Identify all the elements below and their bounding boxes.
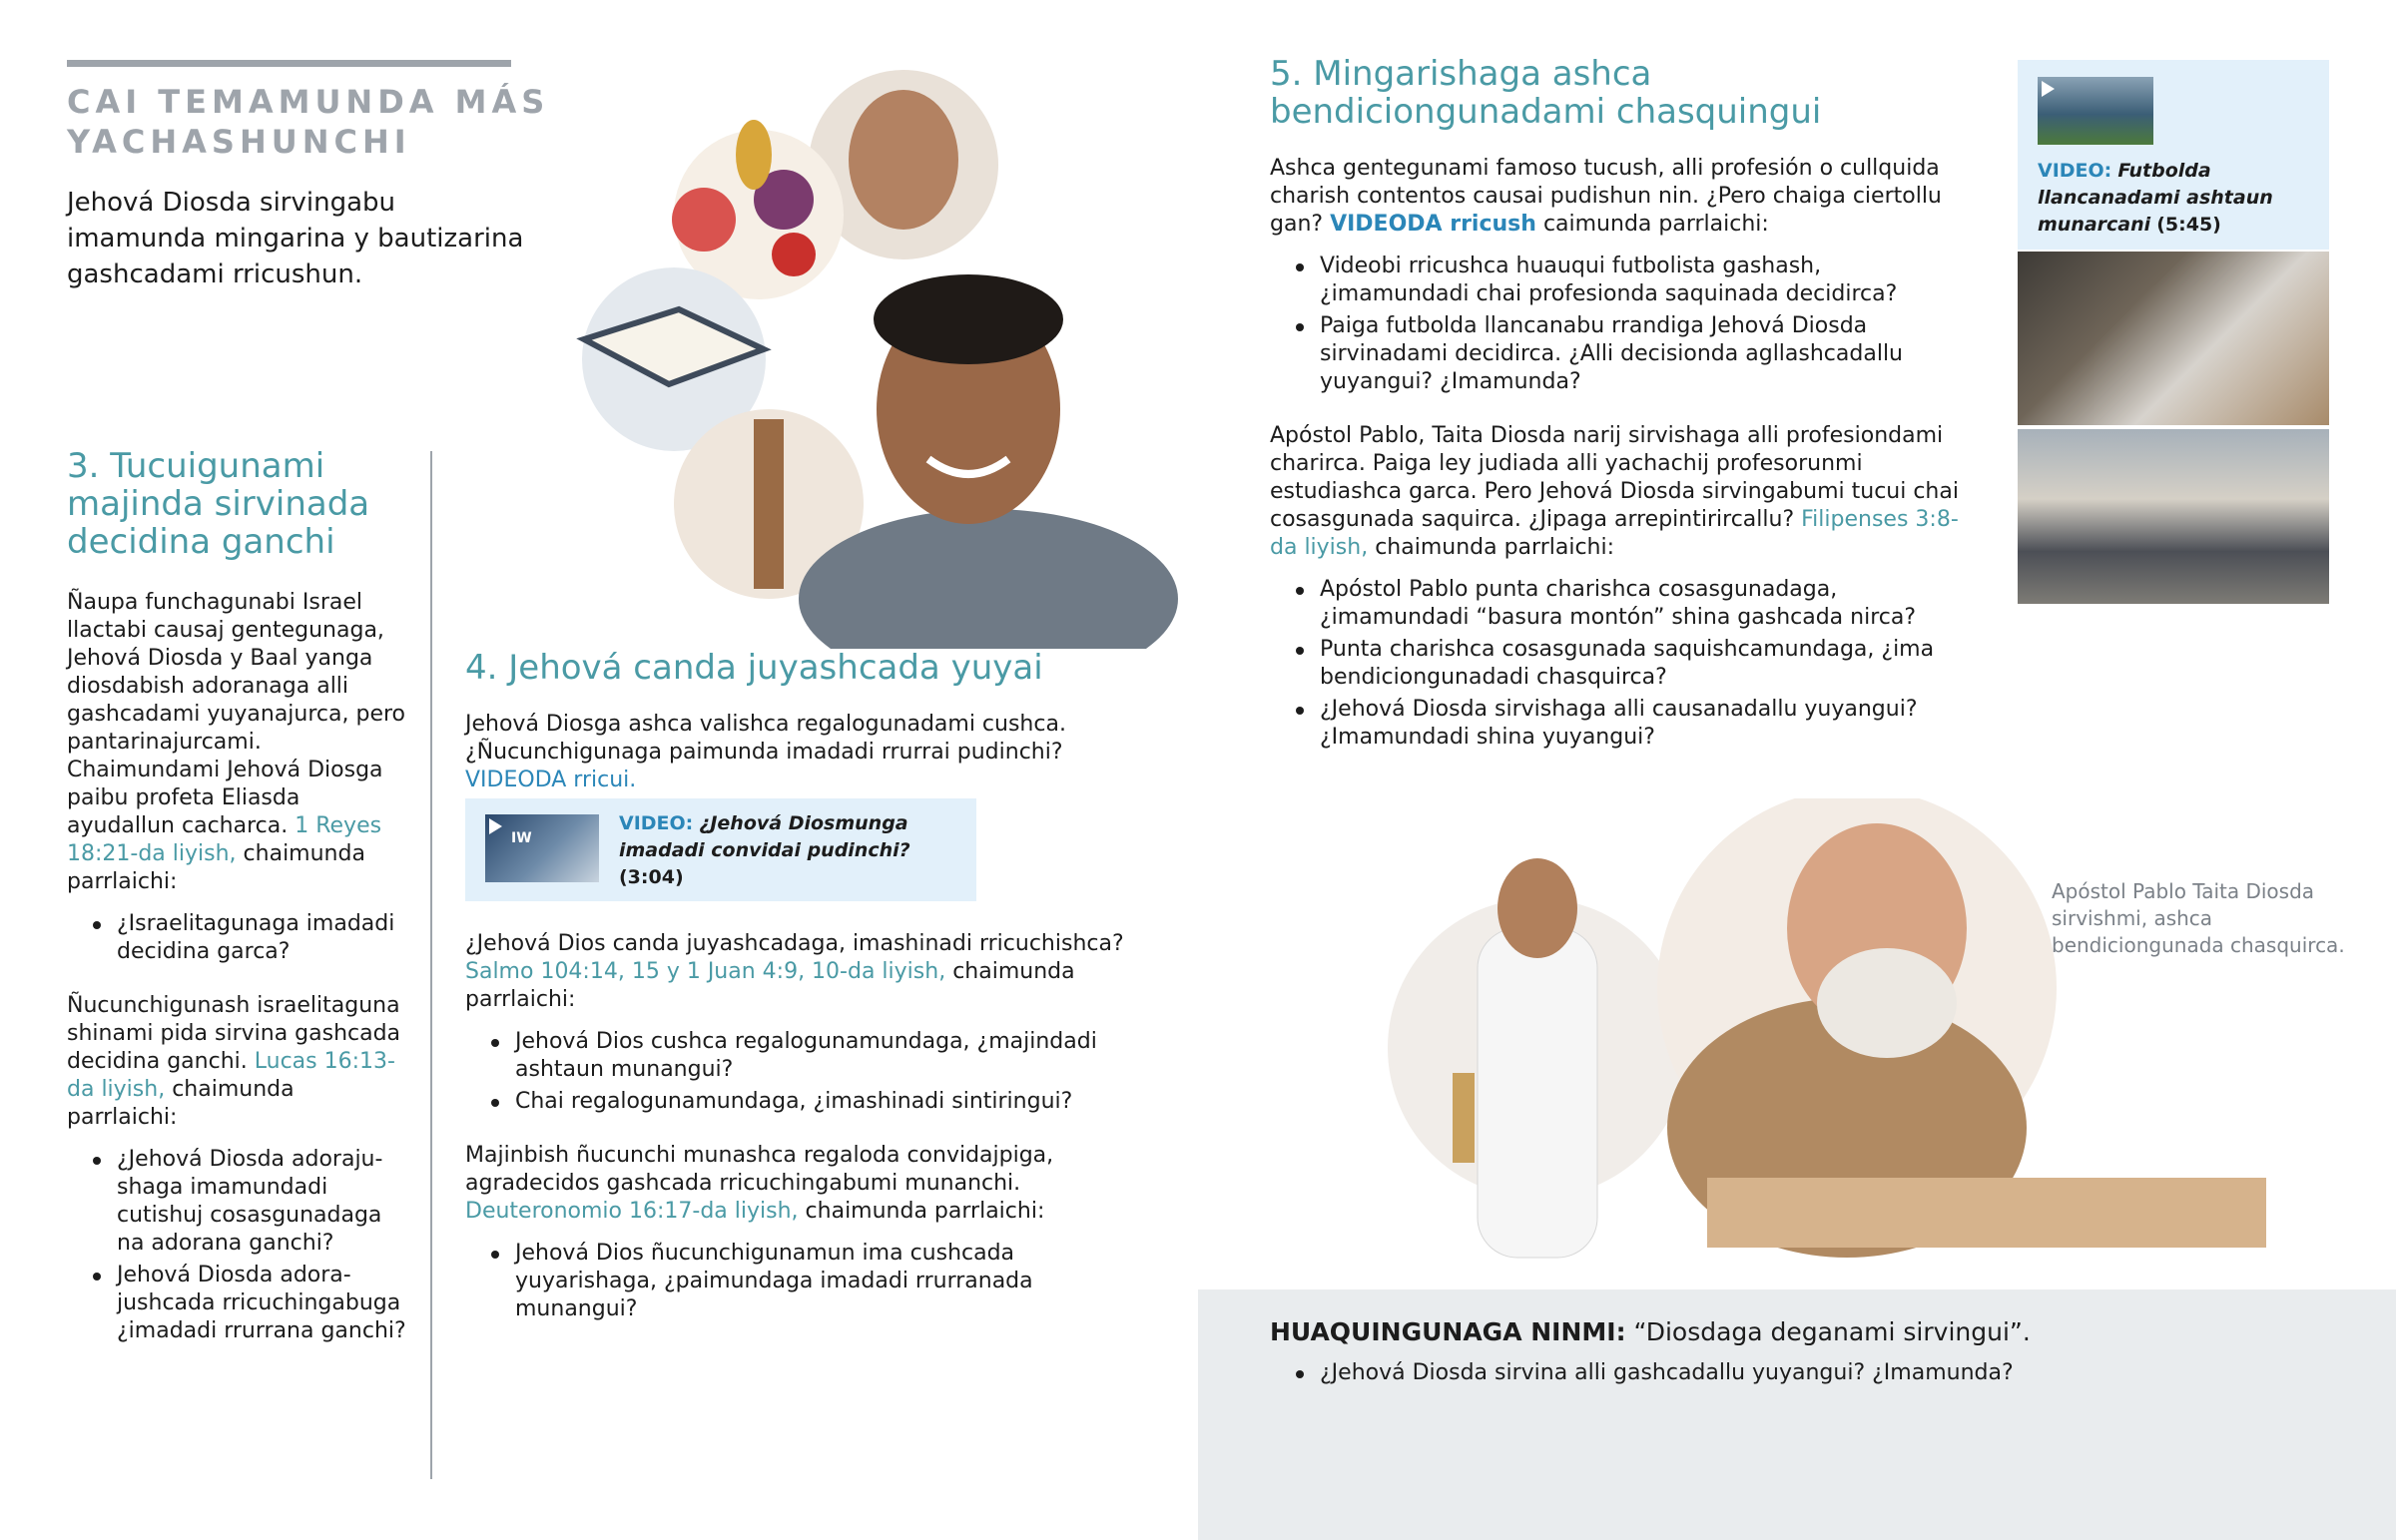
section-4-paragraph-2-tail: chaimunda parrlaichi: — [465, 959, 1075, 1012]
list-item: Jehová Dios ñucunchigunamun ima cushcada yuyarishaga, ¿paimundaga imadadi rrurranada munangui? — [489, 1240, 1124, 1323]
video-tag: VIDEO: — [2038, 160, 2112, 182]
section-4-paragraph-1-text: Jehová Diosga ashca valishca regalogunadami cushca. ¿Ñucunchigunaga paimunda imadadi rrurrai pudinchi? — [465, 712, 1066, 765]
section-3 — [67, 447, 406, 1349]
section-4-heading: 4. Jehová canda juyashcada yuyai — [465, 648, 1043, 688]
list-item: ¿Jehová Diosda adorajushaga imamundadi cutishuj cosasgunadaga na adorana ganchi? — [91, 1146, 406, 1258]
list-item: Chai regalogunamundaga, ¿imashinadi sintiringui? — [489, 1088, 1124, 1116]
man-hair — [874, 274, 1063, 364]
section-3-heading: 3. Tucuigunami majinda sirvinada decidina ganchi — [67, 446, 370, 562]
list-item: Jehová Dios cushca regalogunamundaga, ¿majindadi ashtaun munangui? — [489, 1028, 1124, 1084]
scripture-link-deuteronomio[interactable]: Deuteronomio 16:17-da liyish, — [465, 1199, 799, 1224]
section-3-paragraph-2-text: Ñucunchigunash israelitaguna shinami pida sirvina gashcada decidina ganchi. — [67, 993, 401, 1074]
section-4-questions-2 — [489, 1240, 1124, 1323]
section-4-paragraph-1 — [465, 711, 1124, 794]
section-5-paragraph-1 — [1270, 155, 1969, 239]
section-5-paragraph-2-text: Apóstol Pablo, Taita Diosda narij sirvishaga alli profesiondami charirca. Paiga ley judiada alli yachachij profesorunmi estudiashca garca. Pero Jehová Diosda sirvingabumi tucui chai cosasgunada saquirca. ¿Jipaga arrepintirircallu? — [1270, 423, 1959, 532]
header-rule — [67, 60, 511, 67]
some-people-say-questions — [1294, 1359, 2348, 1387]
section-4-paragraph-3-text: Majinbish ñucunchi munashca regaloda convidajpiga, agradecidos gashcada rricuchingabumi munanchi. — [465, 1143, 1054, 1196]
section-5-questions-2 — [1294, 576, 1969, 752]
apple — [772, 233, 816, 276]
paul-beard — [1817, 948, 1957, 1058]
section-5-paragraph-1-tail: caimunda parrlaichi: — [1542, 212, 1769, 237]
photo-street-ministry — [2018, 429, 2329, 604]
play-icon[interactable] — [2042, 81, 2055, 97]
video-card-gifts[interactable] — [465, 798, 976, 901]
section-5 — [1270, 55, 1969, 756]
video-link[interactable]: VIDEODA rricush — [1330, 212, 1536, 237]
section-3-paragraph-1-text: Ñaupa funchagunabi Israel llactabi causaj gentegunaga, Jehová Diosda y Baal yanga diosdabish adoranaga alli gashcadami yuyanajurca, pero pantarinajurcami. Chaimundami Jehová Diosga paibu profeta Eliasda ayudallun cacharca. — [67, 590, 406, 838]
pharisee-face — [1498, 858, 1577, 958]
some-people-say-label: HUAQUINGUNAGA NINMI: — [1270, 1317, 1626, 1346]
intro-text: Jehová Diosda sirvingabu imamunda mingarina y bautizarina gashcadami rricushun. — [67, 188, 524, 289]
photo-man-at-laptop — [2018, 252, 2329, 425]
section-4-paragraph-3-tail: chaimunda parrlaichi: — [805, 1199, 1045, 1224]
broadcast-logo: IW — [511, 830, 532, 846]
video-duration: (3:04) — [619, 866, 684, 888]
pineapple — [736, 120, 772, 190]
video-thumbnail[interactable] — [485, 814, 599, 882]
section-4-paragraph-2-text: ¿Jehová Dios canda juyashcadaga, imashinadi rricuchishca? — [465, 931, 1124, 956]
video-title: ¿Jehová Diosmunga imadadi convidai pudinchi? — [619, 812, 910, 861]
section-5-paragraph-2-tail: chaimunda parrlaichi: — [1375, 535, 1615, 560]
section-3-paragraph-1 — [67, 589, 406, 896]
video-label[interactable] — [2038, 158, 2322, 239]
apostle-paul-illustration — [1378, 798, 2276, 1297]
list-item: Punta charishca cosasgunada saquishcamundaga, ¿ima bendiciongunadadi chasquirca? — [1294, 636, 1969, 692]
video-title: Futbolda llancanadami ashtaun munarcani — [2038, 160, 2273, 236]
list-item: ¿Jehová Diosda sirvina alli gashcadallu yuyangui? ¿Imamunda? — [1294, 1359, 2348, 1387]
gifts-illustration — [559, 40, 1178, 649]
section-4-paragraph-3 — [465, 1142, 1124, 1226]
scroll — [1453, 1073, 1475, 1163]
video-link[interactable]: VIDEODA rricui. — [465, 768, 637, 792]
some-people-say — [1270, 1315, 2348, 1391]
list-item: ¿Jehová Diosda sirvishaga alli causanadallu yuyangui? ¿Imamundadi shina yuyangui? — [1294, 696, 1969, 752]
section-3-questions-1 — [91, 910, 406, 966]
video-tag: VIDEO: — [619, 812, 694, 834]
page-title: CAI TEMAMUNDA MÁS YACHASHUNCHI — [67, 83, 550, 161]
video-label[interactable] — [619, 810, 958, 891]
section-4-paragraph-2 — [465, 930, 1124, 1014]
section-4-continued — [465, 930, 1124, 1327]
play-icon[interactable] — [489, 818, 502, 834]
scripture-link-1-reyes[interactable]: 1 Reyes 18:21-da liyish, — [67, 813, 382, 866]
video-card-football[interactable] — [2018, 60, 2329, 250]
illustration-caption: Apóstol Pablo Taita Diosda sirvishmi, ashca bendiciongunada chasquirca. — [2052, 879, 2345, 957]
column-divider — [430, 451, 432, 1479]
section-4 — [465, 649, 1124, 794]
section-3-questions-2 — [91, 1146, 406, 1345]
list-item: Jehová Diosda adorajushcada rricuchingabuga ¿imadadi rrurrana ganchi? — [91, 1262, 406, 1345]
scripture-link-filipenses[interactable]: Filipenses 3:8-da liyish, — [1270, 507, 1959, 560]
mother-figure — [849, 90, 958, 230]
list-item: Apóstol Pablo punta charishca cosasgunadaga, ¿imamundadi “basura montón” shina gashcada nirca? — [1294, 576, 1969, 632]
scripture-link-lucas[interactable]: Lucas 16:13-da liyish, — [67, 1049, 395, 1102]
section-5-heading: 5. Mingarishaga ashca bendiciongunadami chasquingui — [1270, 54, 1822, 132]
video-duration: (5:45) — [2156, 214, 2221, 236]
video-thumbnail[interactable] — [2038, 77, 2153, 145]
watermelon — [672, 188, 736, 252]
cross-figure — [754, 419, 784, 589]
some-people-say-quote: “Diosdaga deganami sirvingui”. — [1633, 1317, 2031, 1346]
scripture-link-salmo[interactable]: Salmo 104:14, 15 y 1 Juan 4:9, 10-da liyish, — [465, 959, 946, 984]
section-3-paragraph-2 — [67, 992, 406, 1132]
pharisee-robe — [1478, 928, 1597, 1258]
list-item: Videobi rricushca huauqui futbolista gashash, ¿imamundadi chai profesionda saquinada decidirca? — [1294, 253, 1969, 308]
section-5-questions-1 — [1294, 253, 1969, 396]
section-5-paragraph-1-text: Ashca gentegunami famoso tucush, alli profesión o cullquida charish contentos causai pudishun nin. ¿Pero chaiga ciertollu gan? — [1270, 156, 1942, 237]
list-item: ¿Israelitagunaga imadadi decidina garca? — [91, 910, 406, 966]
list-item: Paiga futbolda llancanabu rrandiga Jehová Diosda sirvinadami decidirca. ¿Alli decisionda agllashcadallu yuyangui? ¿Imamunda? — [1294, 312, 1969, 396]
section-4-questions-1 — [489, 1028, 1124, 1116]
writing-desk — [1707, 1178, 2266, 1248]
section-3-paragraph-1-tail: chaimunda parrlaichi: — [67, 841, 365, 894]
section-3-paragraph-2-tail: chaimunda parrlaichi: — [67, 1077, 295, 1130]
some-people-say-line — [1270, 1315, 2348, 1349]
section-5-paragraph-2 — [1270, 422, 1969, 562]
